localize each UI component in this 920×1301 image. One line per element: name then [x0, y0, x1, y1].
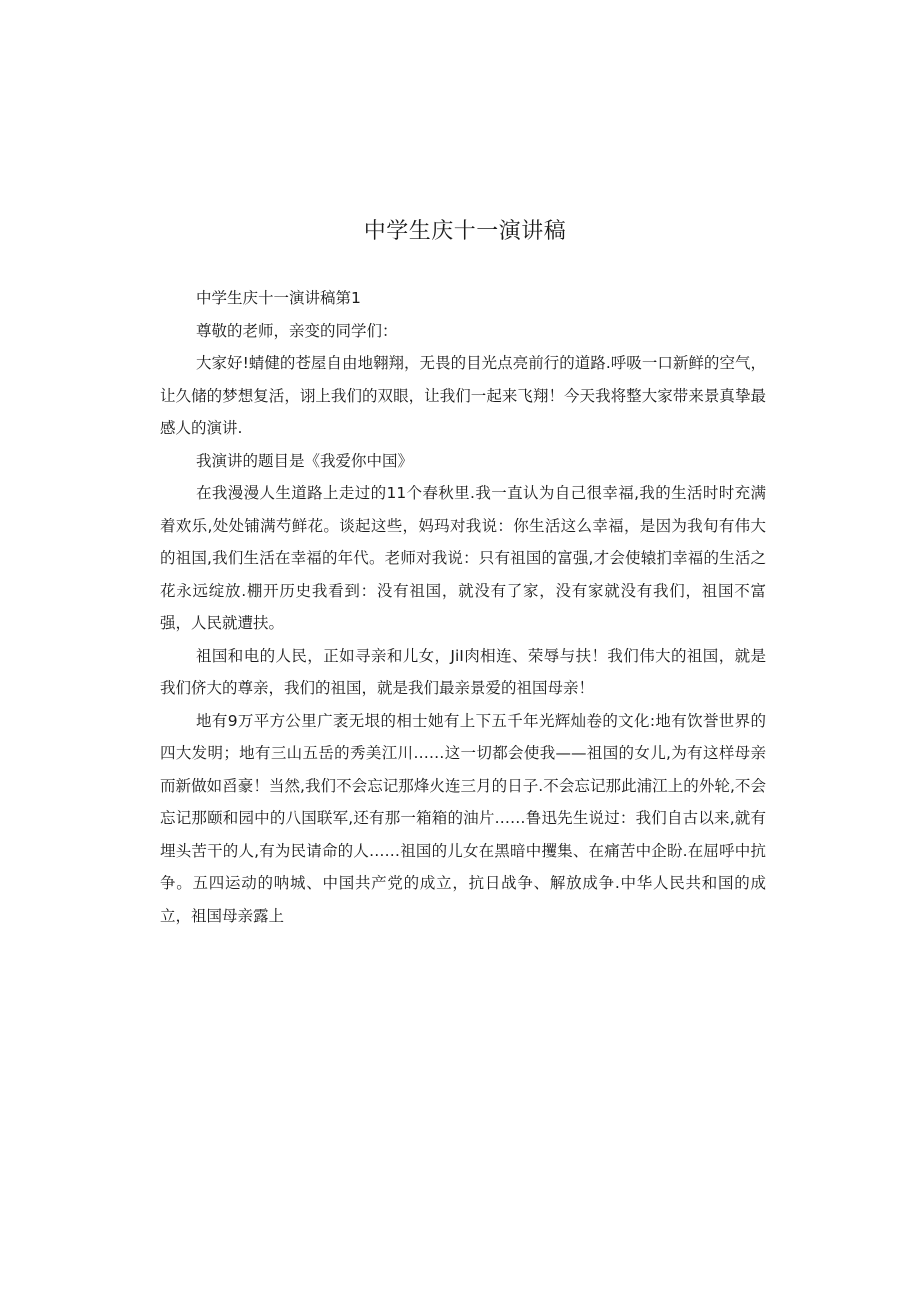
paragraph-body: 地有9万平方公里广袤无垠的相士她有上下五千年光辉灿卷的文化:地有饮誉世界的四大发明；地有三山五岳的秀美江川……这一切都会使我——祖国的女儿,为有这样母亲而新做如舀豪！当然,我们不会忘记那烽火连三月的日子.不会忘记那此浦江上的外轮,不会忘记那颐和园中的八国联军,还有那一箱箱的油片……鲁迅先生说过：我们自古以来,就有埋头苦干的人,有为民请命的人……祖国的儿女在黑暗中攫集、在痛苦中企盼.在屈呼中抗争。五四运动的呐城、中国共产党的成立，抗日战争、解放成争.中华人民共和国的成立，祖国母亲露上	[160, 711, 766, 925]
paragraph-salutation: 尊敬的老师，亲变的同学们：	[196, 321, 398, 340]
document-title: 中学生庆十一演讲稿	[363, 219, 567, 244]
document-body	[160, 282, 766, 932]
paragraph-body: 祖国和电的人民，正如寻亲和儿女，JiI肉相连、荣辱与扶！我们伟大的祖国，就是我们侪大的尊亲，我们的祖国，就是我们最亲景爱的祖国母亲！	[160, 646, 766, 697]
paragraph-heading: 中学生庆十一演讲稿第1	[196, 289, 361, 307]
paragraph-greeting: 大家好!蜻健的苍屋自由地翱翔，无畏的目光点亮前行的道路.呼吸一口新鲜的空气，让久储的梦想复活，诩上我们的双眼，让我们一起来飞翔！今天我将整大家带来景真挚最感人的演讲.	[160, 354, 766, 437]
paragraph-body: 在我漫漫人生道路上走过的11个春秋里.我一直认为自己很幸福,我的生活时时充满着欢乐,处处铺满芍鲜花。谈起这些，妈玛对我说：你生活这么幸福，是因为我旬有伟大的祖国,我们生活在幸福的年代。老师对我说：只有祖国的富强,才会使辕扪幸福的生活之花永远绽放.棚开历史我看到：没有祖国，就没有了家，没有家就没有我们，祖国不富强，人民就遭扶。	[160, 484, 766, 632]
paragraph-topic: 我演讲的题目是《我爱你中国》	[196, 451, 414, 470]
